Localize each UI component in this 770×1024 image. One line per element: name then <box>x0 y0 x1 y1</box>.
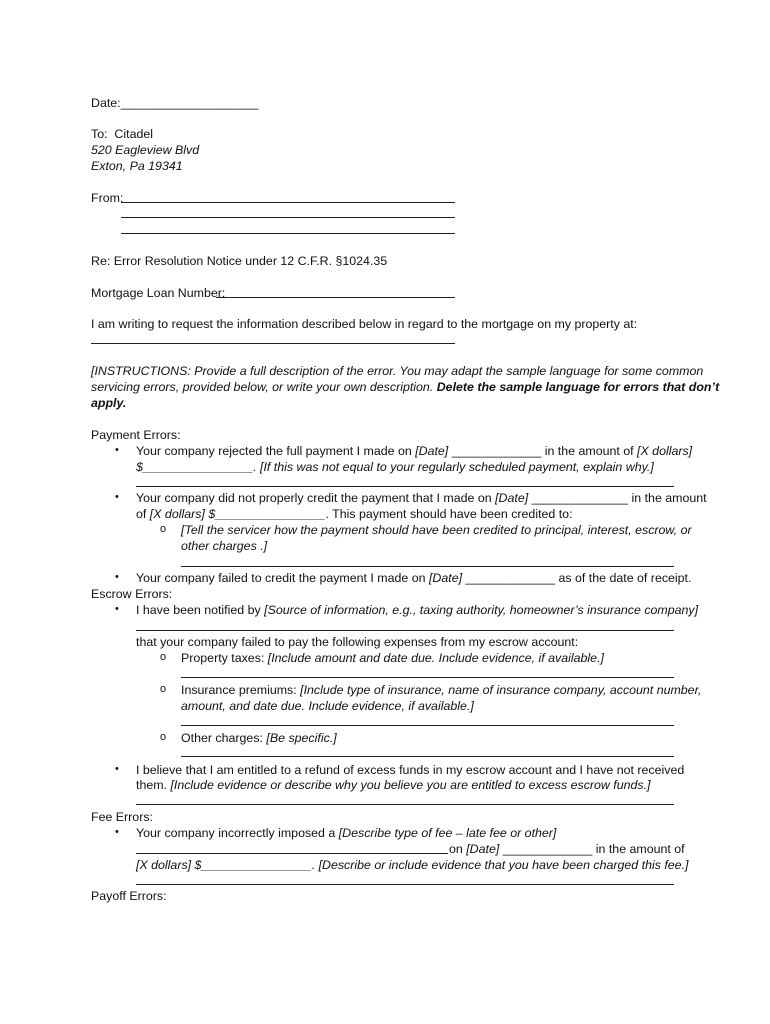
property-taxes-label: Property taxes: <box>181 651 268 665</box>
payment-item-2-line <box>181 566 674 567</box>
payoff-errors-heading: Payoff Errors: <box>91 889 167 903</box>
text: Your company rejected the full payment I made on <box>136 444 416 458</box>
payment-item-2-line-a <box>136 490 707 506</box>
sub-bullet: o <box>160 683 167 695</box>
text: Your company failed to credit the payment I made on <box>136 571 429 585</box>
from-line-1 <box>121 202 455 203</box>
other-charges-note: [Be specific.] <box>266 731 337 745</box>
sub-bullet: o <box>160 731 167 743</box>
escrow-item-1-line-b: that your company failed to pay the following expenses from my escrow account: <box>136 635 579 649</box>
bullet: • <box>115 763 119 775</box>
other-charges-line <box>181 756 674 757</box>
amount-placeholder: [X dollars] <box>637 444 693 458</box>
property-address-line <box>91 343 455 344</box>
payment-item-2-line-b <box>136 506 573 522</box>
recipient-address-2: Exton, Pa 19341 <box>91 159 183 173</box>
instructions-italic: servicing errors, provided below, or write your own description. <box>91 380 434 394</box>
fee-line <box>136 884 674 885</box>
bullet: • <box>115 571 119 583</box>
re-subject: Re: Error Resolution Notice under 12 C.F.R. §1024.35 <box>91 254 388 268</box>
fee-type-placeholder: [Describe type of fee – late fee or other] <box>338 826 557 840</box>
amount-blank: $________________ <box>136 460 254 474</box>
date-placeholder: [Date] <box>415 444 449 458</box>
text: in the amount <box>628 491 707 505</box>
escrow-source-line <box>136 630 674 631</box>
to-label: To: <box>91 127 108 141</box>
bullet: • <box>115 491 119 503</box>
other-charges-item <box>181 730 337 746</box>
escrow-refund-line <box>136 804 674 805</box>
escrow-item-1-line-a <box>136 602 698 618</box>
property-taxes-note: [Include amount and date due. Include evidence, if available.] <box>267 651 604 665</box>
blank: _____________ <box>462 571 556 585</box>
payment-item-2-sub-2: other charges .] <box>181 539 268 553</box>
intro-text: I am writing to request the information described below in regard to the mortgage on my property at: <box>91 317 638 331</box>
fee-item-1-line-b <box>449 841 685 857</box>
instructions-line-2 <box>91 379 719 395</box>
fee-errors-heading: Fee Errors: <box>91 810 153 824</box>
payment-item-1-line-a <box>136 443 692 459</box>
sub-bullet: o <box>160 523 167 535</box>
blank: _____________ <box>448 444 542 458</box>
escrow-errors-heading: Escrow Errors: <box>91 587 173 601</box>
fee-evidence-note: . [Describe or include evidence that you have been charged this fee.] <box>311 858 689 872</box>
fee-type-line <box>136 853 448 854</box>
escrow-item-2-line-b <box>136 777 651 793</box>
insurance-note: [Include type of insurance, name of insurance company, account number, <box>300 683 702 697</box>
bullet: • <box>115 826 119 838</box>
payment-errors-heading: Payment Errors: <box>91 428 181 442</box>
text: . This payment should have been credited to: <box>325 507 573 521</box>
instructions-line-1: [INSTRUCTIONS: Provide a full description of the error. You may adapt the sample language for some common <box>91 364 704 378</box>
text: in the amount of <box>541 444 638 458</box>
property-taxes-item <box>181 650 604 666</box>
text: Your company incorrectly imposed a <box>136 826 339 840</box>
refund-note: [Include evidence or describe why you believe you are entitled to excess escrow funds.] <box>170 778 651 792</box>
from-line-2 <box>121 217 455 218</box>
date-blank: ____________________ <box>120 96 259 110</box>
insurance-label: Insurance premiums: <box>181 683 301 697</box>
recipient-name: Citadel <box>114 127 153 141</box>
date-label-text: Date: <box>91 96 121 110</box>
blank: _____________ <box>499 842 593 856</box>
bullet: • <box>115 603 119 615</box>
from-line-3 <box>121 233 455 234</box>
payment-item-3-line-a <box>136 570 691 586</box>
text: on <box>449 842 467 856</box>
from-label: From: <box>91 191 124 205</box>
amount-placeholder: [X dollars] $________________ <box>149 507 326 521</box>
text: in the amount of <box>592 842 685 856</box>
insurance-note-2: amount, and date due. Include evidence, if available.] <box>181 699 474 713</box>
instructions-line-3: apply. <box>91 396 127 410</box>
bullet: • <box>115 444 119 456</box>
text: of <box>136 507 150 521</box>
loan-number-line <box>216 297 455 298</box>
sub-bullet: o <box>160 651 167 663</box>
loan-number-label: Mortgage Loan Number: <box>91 286 226 300</box>
instructions-bold: Delete the sample language for errors that don’t <box>436 380 720 394</box>
fee-item-1-line-a <box>136 825 556 841</box>
text: them. <box>136 778 171 792</box>
escrow-item-2-line-a: I believe that I am entitled to a refund of excess funds in my escrow account and I have not received <box>136 763 685 777</box>
date-label <box>91 95 258 111</box>
other-charges-label: Other charges: <box>181 731 267 745</box>
date-placeholder: [Date] <box>495 491 529 505</box>
insurance-item <box>181 682 701 698</box>
amount-placeholder: [X dollars] $________________ <box>136 858 312 872</box>
date-placeholder: [Date] <box>466 842 500 856</box>
recipient-address-1: 520 Eagleview Blvd <box>91 143 200 157</box>
blank: ______________ <box>528 491 629 505</box>
source-placeholder: [Source of information, e.g., taxing authority, homeowner’s insurance company] <box>264 603 699 617</box>
insurance-line <box>181 725 674 726</box>
date-placeholder: [Date] <box>428 571 463 585</box>
text: I have been notified by <box>136 603 265 617</box>
text: Your company did not properly credit the payment that I made on <box>136 491 496 505</box>
explain-note: . [If this was not equal to your regularly scheduled payment, explain why.] <box>253 460 654 474</box>
fee-item-1-line-c <box>136 857 688 873</box>
property-taxes-line <box>181 677 674 678</box>
to-line <box>91 126 153 142</box>
text: as of the date of receipt. <box>555 571 692 585</box>
payment-item-2-sub-1: [Tell the servicer how the payment should have been credited to principal, interest, escrow, or <box>181 523 692 537</box>
payment-item-1-line <box>136 486 674 487</box>
payment-item-1-line-b <box>136 459 654 475</box>
